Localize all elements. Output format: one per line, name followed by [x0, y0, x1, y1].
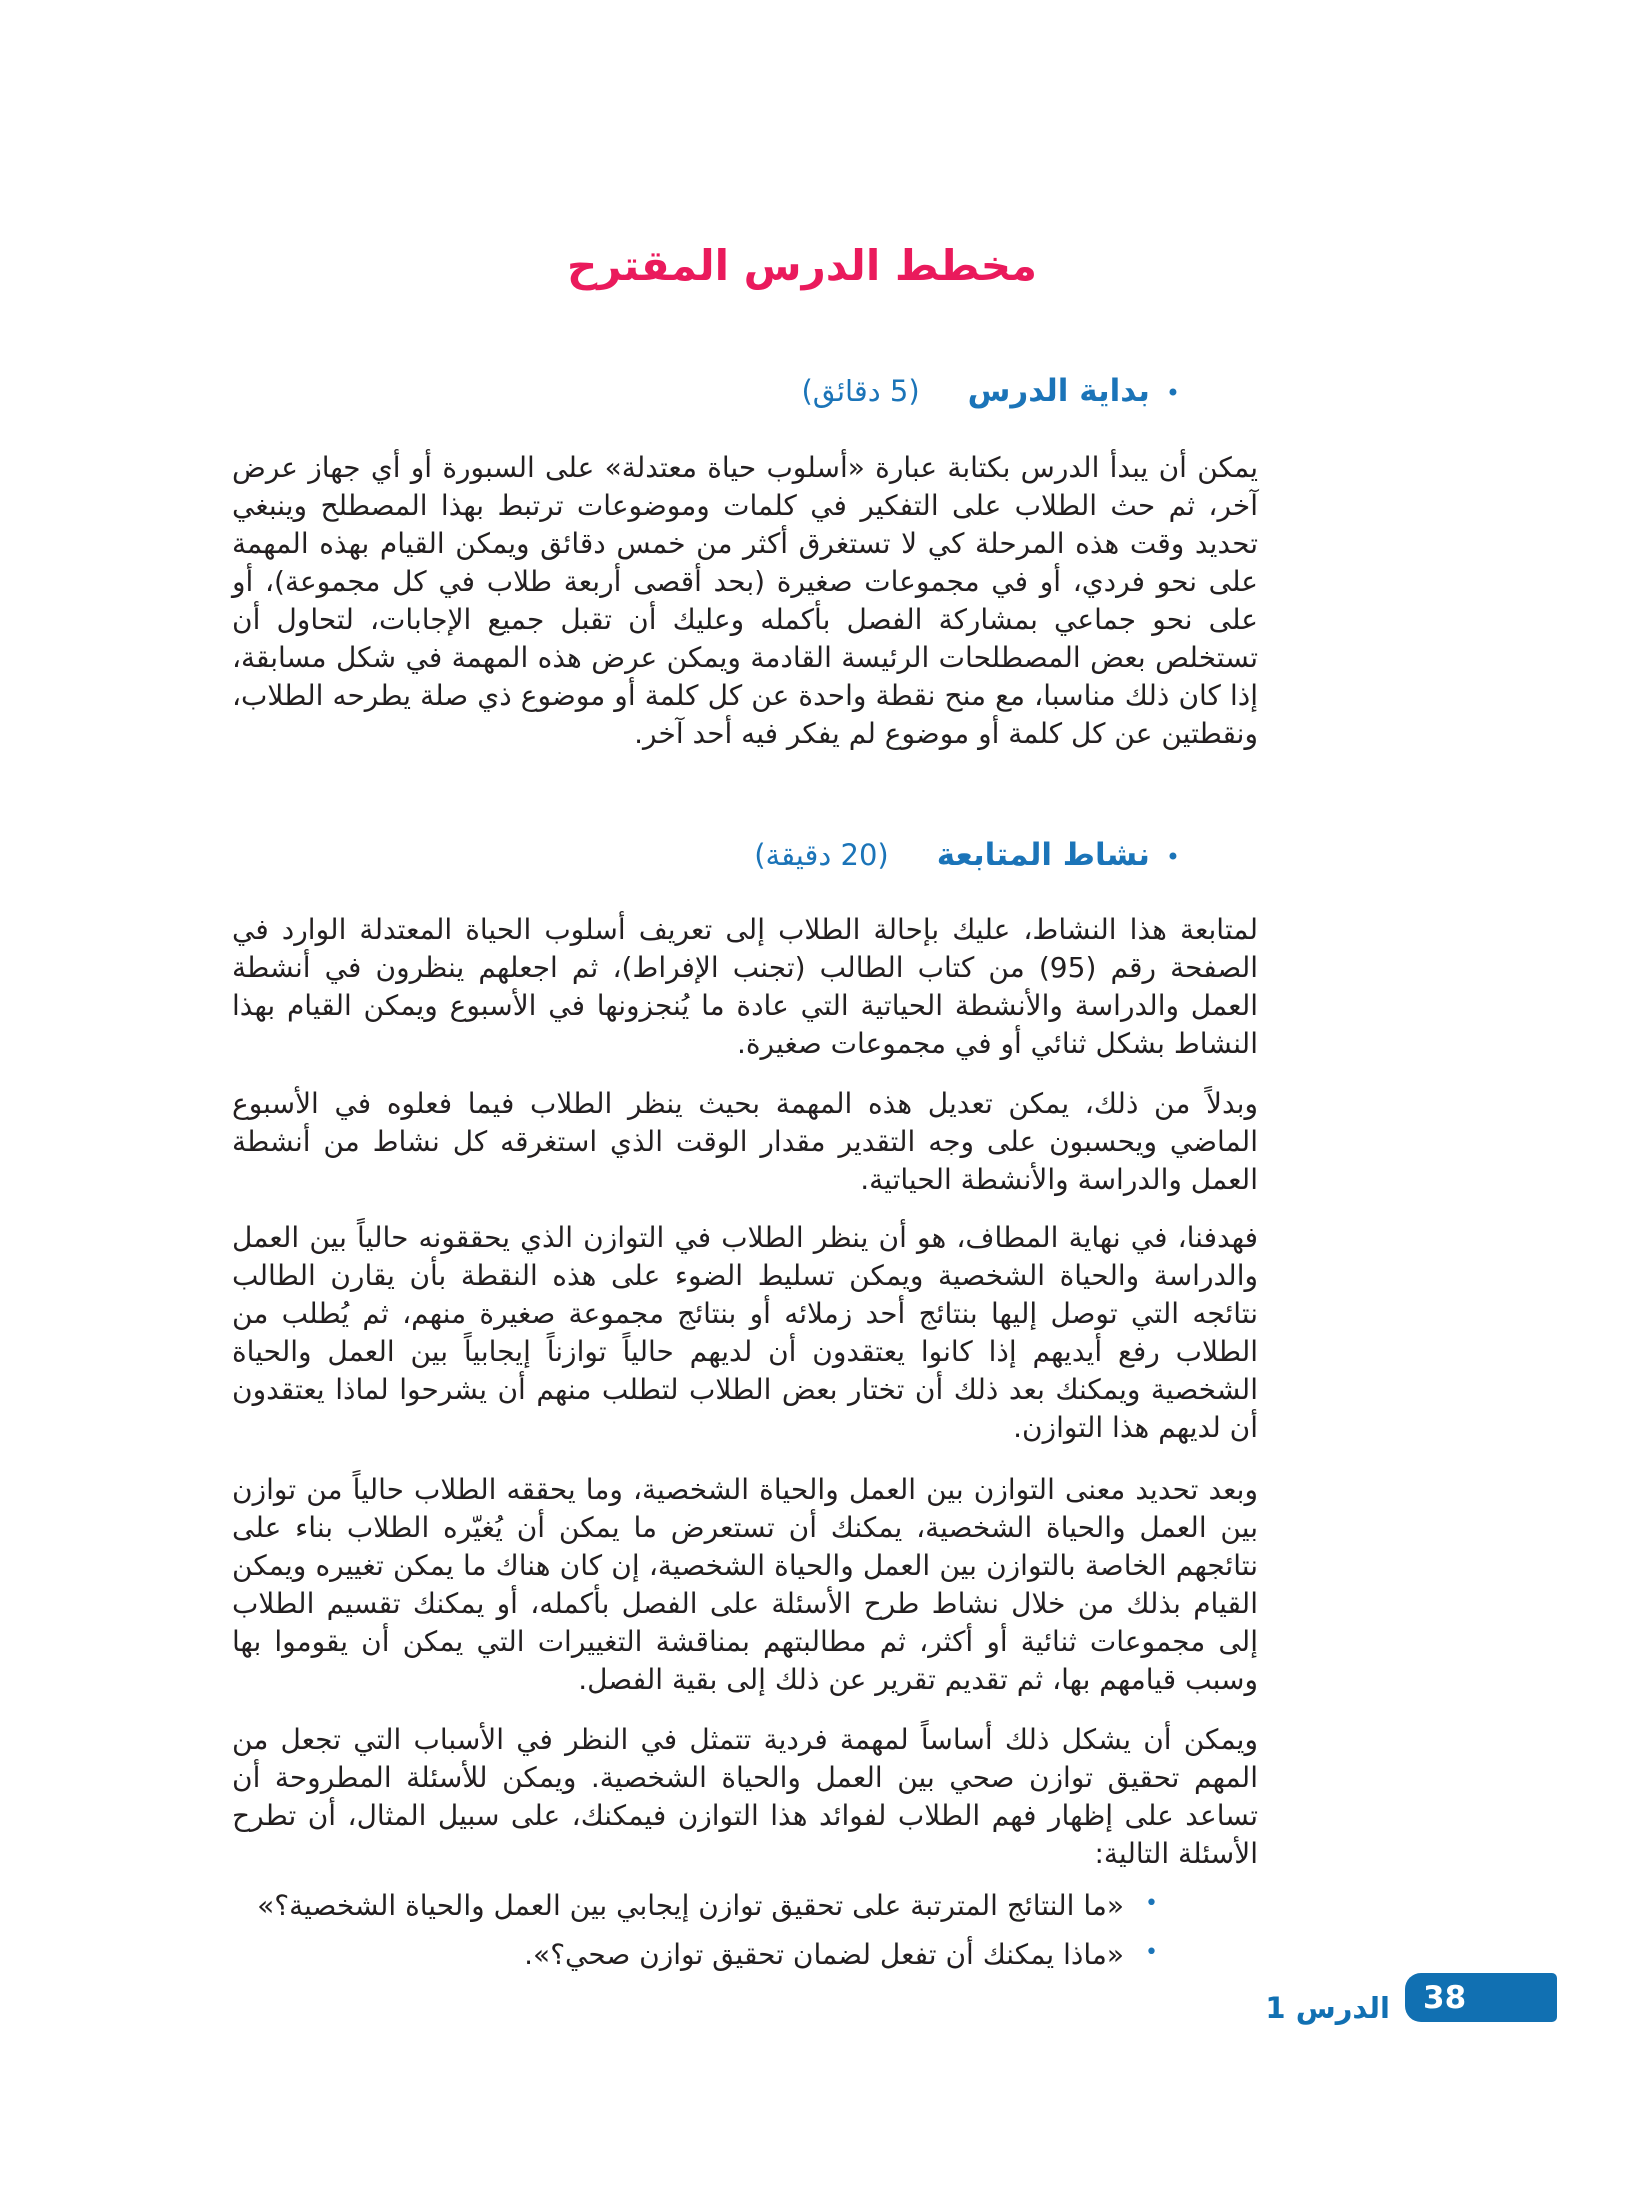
- content-column: [232, 240, 1258, 1985]
- paragraph: وبعد تحديد معنى التوازن بين العمل والحياة الشخصية، وما يحققه الطلاب حالياً من توازن بين العمل والحياة الشخصية، يمكنك أن تستعرض ما يمكن أن يُغيّره الطلاب بناء على نتائجهم الخاصة بالتوازن بين العمل والحياة الشخصية، إن كان هناك ما يمكن تغييره ويمكن القيام بذلك من خلال نشاط طرح الأسئلة على الفصل بأكمله، أو يمكنك تقسيم الطلاب إلى مجموعات ثنائية أو أكثر، ثم مطالبتهم بمناقشة التغييرات التي يمكن أن يقوموا بها وسبب قيامهم بها، ثم تقديم تقرير عن ذلك إلى بقية الفصل.: [232, 1472, 1258, 1696]
- list-bullet-icon: •: [1145, 1939, 1158, 1965]
- heading-bullet-icon: •: [1165, 842, 1180, 871]
- heading-bullet-icon: •: [1165, 378, 1180, 407]
- list-item: [232, 1936, 1158, 1974]
- list-bullet-icon: •: [1145, 1890, 1158, 1916]
- section-heading-label: نشاط المتابعة: [936, 836, 1150, 873]
- page-number-tab: [1405, 1973, 1557, 2022]
- section-duration: (5 دقائق): [801, 373, 920, 408]
- paragraph: يمكن أن يبدأ الدرس بكتابة عبارة «أسلوب حياة معتدلة» على السبورة أو أي جهاز عرض آخر، ثم حث الطلاب على التفكير في كلمات وموضوعات ترتبط بهذا المصطلح وينبغي تحديد وقت هذه المرحلة كي لا تستغرق أكثر من خمس دقائق ويمكن القيام بهذه المهمة على نحو فردي، أو في مجموعات صغيرة (بحد أقصى أربعة طلاب في كل مجموعة)، أو على نحو جماعي بمشاركة الفصل بأكمله وعليك أن تقبل جميع الإجابات، لتحاول أن تستخلص بعض المصطلحات الرئيسة القادمة ويمكن عرض هذه المهمة في شكل مسابقة، إذا كان ذلك مناسبا، مع منح نقطة واحدة عن كل كلمة أو موضوع ذي صلة يطرحه الطلاب، ونقطتين عن كل كلمة أو موضوع لم يفكر فيه أحد آخر.: [232, 450, 1258, 750]
- section-heading-label: بداية الدرس: [967, 372, 1150, 409]
- section-heading-followup-activity: [232, 833, 1258, 879]
- question-list: [232, 1887, 1258, 1974]
- list-item-text: «ماذا يمكنك أن تفعل لضمان تحقيق توازن صحي؟».: [524, 1937, 1124, 1971]
- page-number: 38: [1423, 1979, 1467, 2016]
- list-item: [232, 1887, 1158, 1925]
- page-title: مخطط الدرس المقترح: [566, 241, 1037, 290]
- list-item-text: «ما النتائج المترتبة على تحقيق توازن إيجابي بين العمل والحياة الشخصية؟»: [257, 1888, 1124, 1922]
- footer-lesson-label: الدرس 1: [1265, 1991, 1390, 2025]
- paragraph: فهدفنا، في نهاية المطاف، هو أن ينظر الطلاب في التوازن الذي يحققونه حالياً بين العمل والدراسة والحياة الشخصية ويمكن تسليط الضوء على هذه النقطة بأن يقارن الطالب نتائجه التي توصل إليها بنتائج أحد زملائه أو بنتائج مجموعة صغيرة منهم، ثم يُطلب من الطلاب رفع أيديهم إذا كانوا يعتقدون أن لديهم حالياً توازناً إيجابياً بين العمل والحياة الشخصية ويمكنك بعد ذلك أن تختار بعض الطلاب لتطلب منهم أن يشرحوا لماذا يعتقدون أن لديهم هذا التوازن.: [232, 1220, 1258, 1444]
- paragraph: ويمكن أن يشكل ذلك أساساً لمهمة فردية تتمثل في النظر في الأسباب التي تجعل من المهم تحقيق توازن صحي بين العمل والحياة الشخصية. ويمكن للأسئلة المطروحة أن تساعد على إظهار فهم الطلاب لفوائد هذا التوازن فيمكنك، على سبيل المثال، أن تطرح الأسئلة التالية:: [232, 1722, 1258, 1870]
- section-duration: (20 دقيقة): [754, 837, 889, 872]
- section-heading-lesson-start: [232, 369, 1258, 415]
- paragraph: لمتابعة هذا النشاط، عليك بإحالة الطلاب إلى تعريف أسلوب الحياة المعتدلة الوارد في الصفحة رقم (95) من كتاب الطالب (تجنب الإفراط)، ثم اجعلهم ينظرون في أنشطة العمل والدراسة والأنشطة الحياتية التي عادة ما يُنجزونها في الأسبوع ويمكن القيام بهذا النشاط بشكل ثنائي أو في مجموعات صغيرة.: [232, 912, 1258, 1060]
- paragraph: وبدلاً من ذلك، يمكن تعديل هذه المهمة بحيث ينظر الطلاب فيما فعلوه في الأسبوع الماضي ويحسبون على وجه التقدير مقدار الوقت الذي استغرقه كل نشاط من أنشطة العمل والدراسة والأنشطة الحياتية.: [232, 1086, 1258, 1196]
